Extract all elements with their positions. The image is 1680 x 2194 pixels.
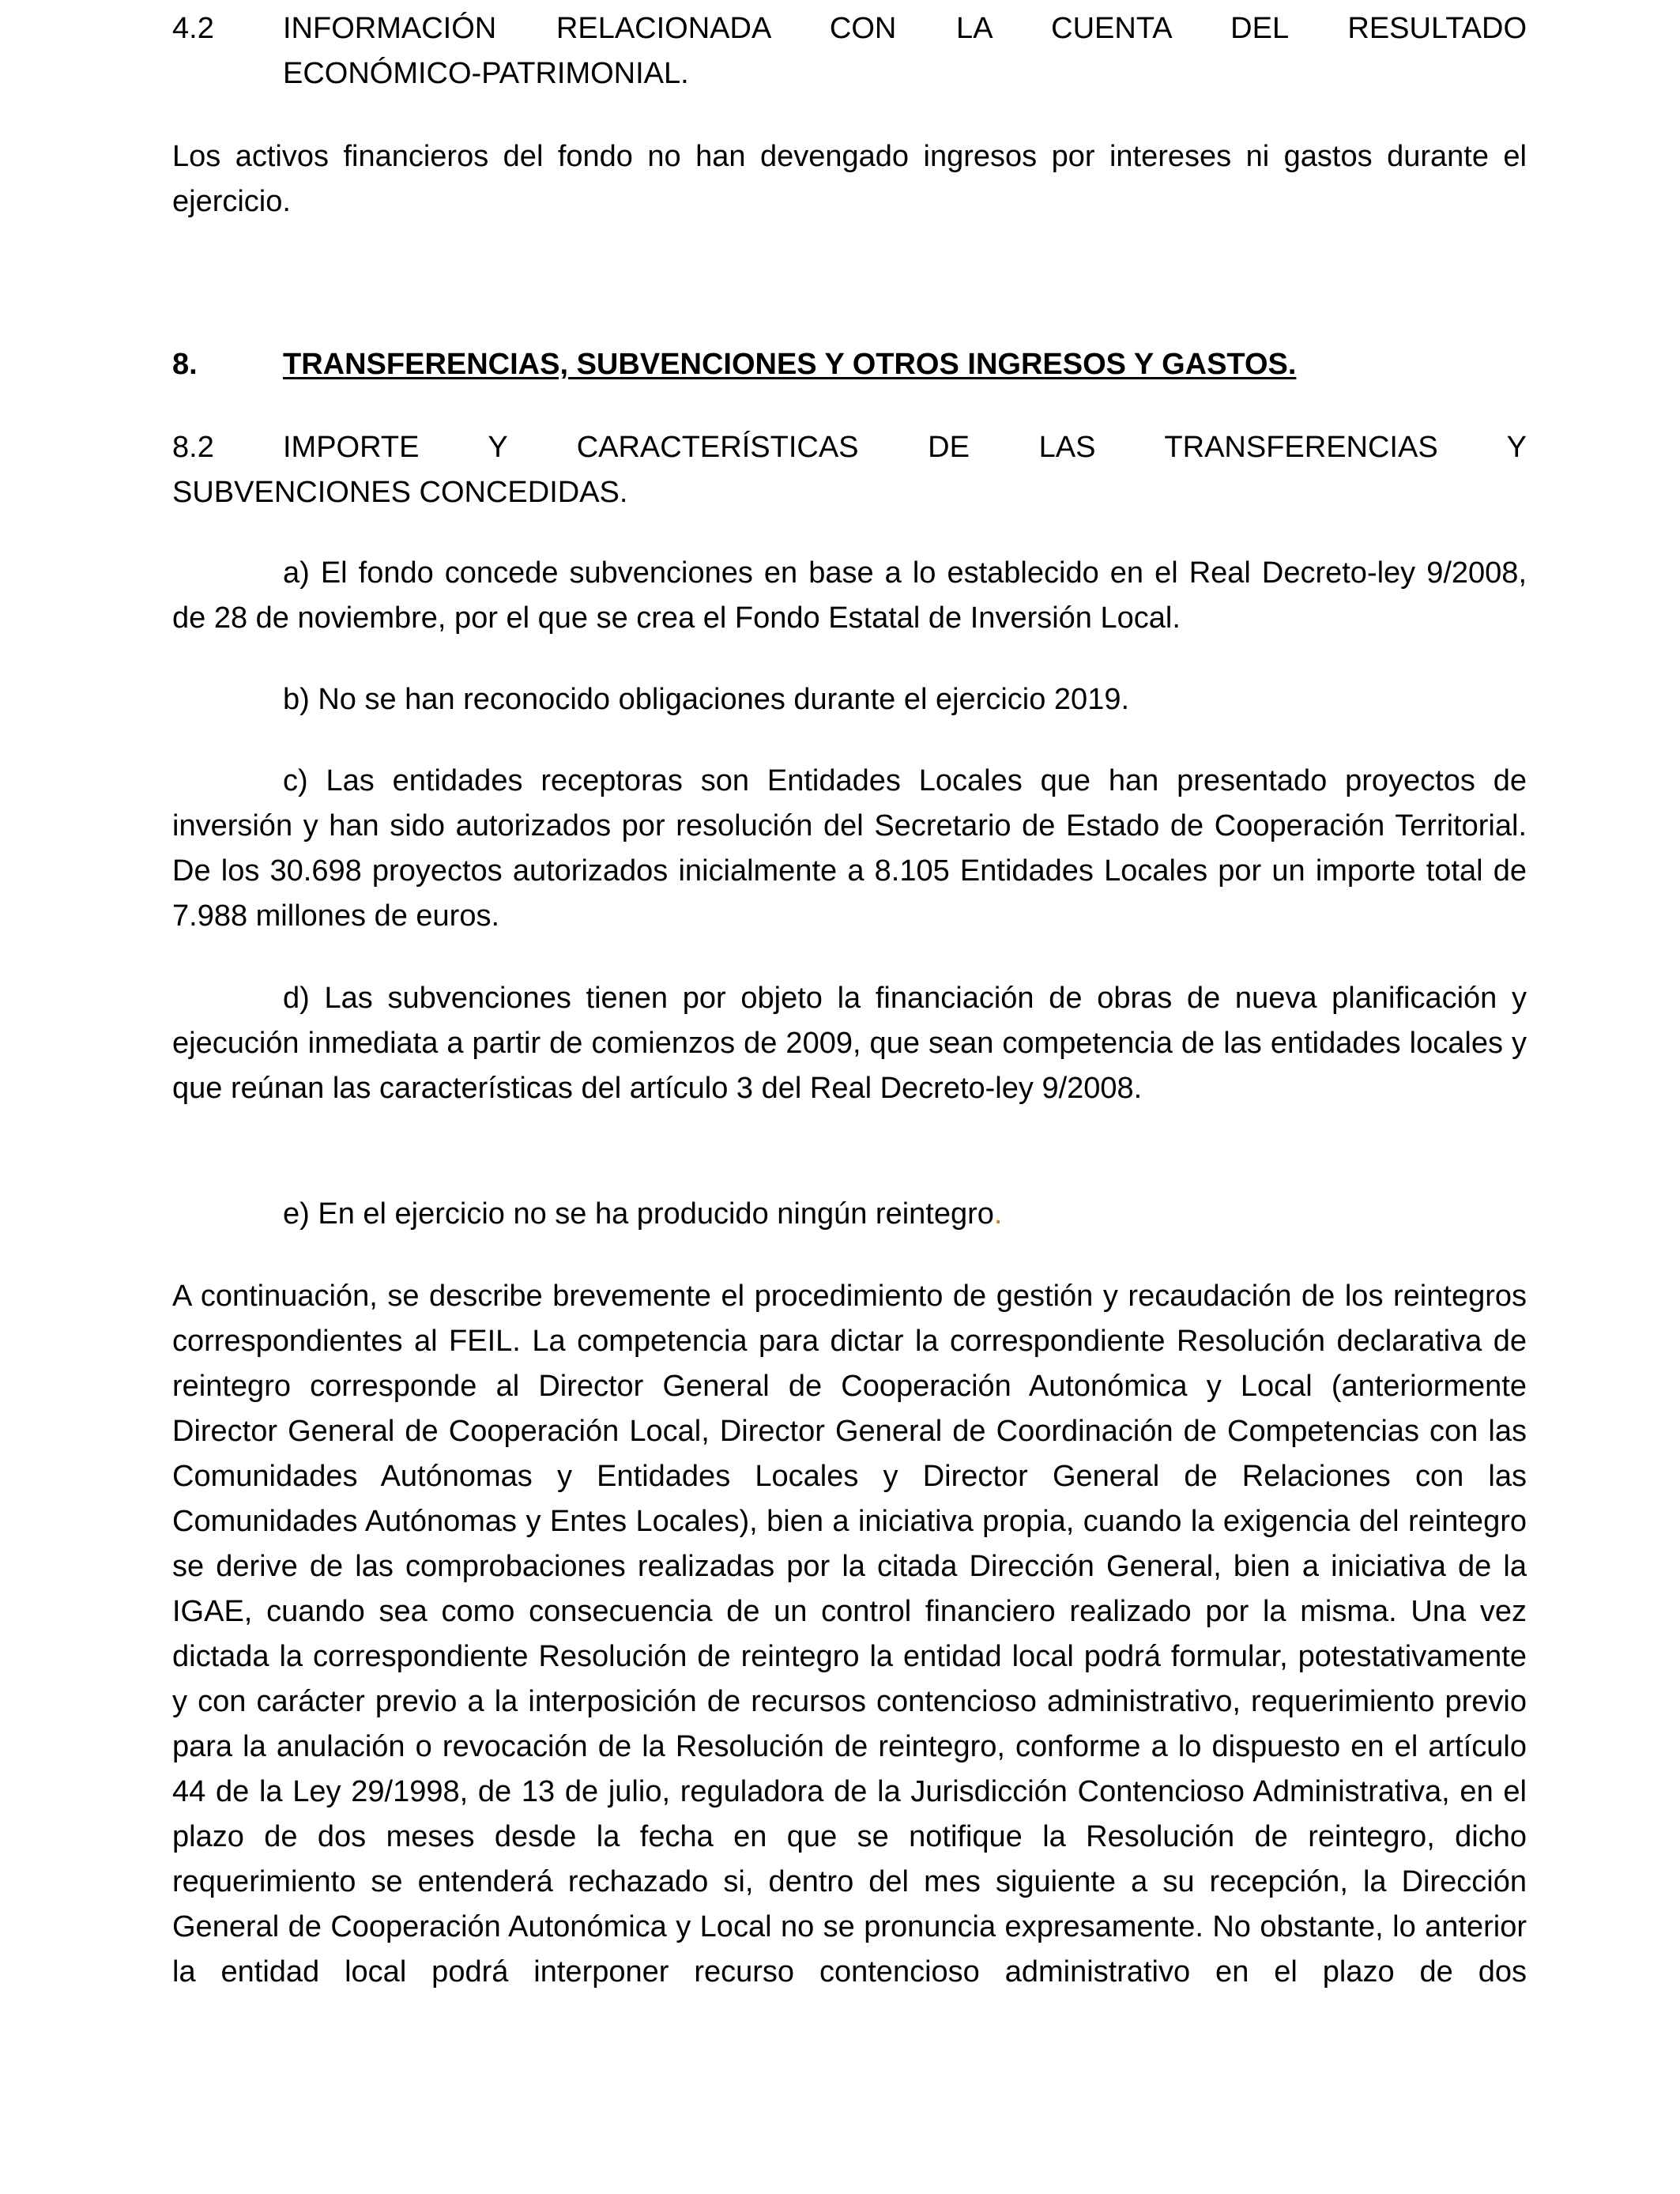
section-8-2-title-line1: IMPORTE Y CARACTERÍSTICAS DE LAS TRANSFERENCIAS Y <box>283 431 1527 464</box>
section-8-heading <box>172 342 1527 387</box>
section-8-number: 8. <box>172 348 198 381</box>
section-4-2-title-line2: ECONÓMICO-PATRIMONIAL. <box>283 57 689 90</box>
section-4-2-paragraph: Los activos financieros del fondo no han devengado ingresos por intereses ni gastos durante el ejercicio. <box>172 140 1527 218</box>
item-c-paragraph: c) Las entidades receptoras son Entidades Locales que han presentado proyectos de inversión y han sido autorizados por resolución del Secretario de Estado de Cooperación Territorial. De los 30.698 proyectos autorizados inicialmente a 8.105 Entidades Locales por un importe total de 7.988 millones de euros. <box>172 764 1527 933</box>
section-4-2-number: 4.2 <box>172 12 214 45</box>
section-4-2-title-line1: INFORMACIÓN RELACIONADA CON LA CUENTA DEL RESULTADO <box>283 12 1527 45</box>
section-8-title: TRANSFERENCIAS, SUBVENCIONES Y OTROS INGRESOS Y GASTOS. <box>283 348 1297 381</box>
item-e-period: . <box>993 1197 1003 1231</box>
section-8-2-number: 8.2 <box>172 431 214 464</box>
section-8-2-heading <box>172 425 1527 515</box>
section-8-2-title-line2: SUBVENCIONES CONCEDIDAS. <box>172 476 628 509</box>
item-d-paragraph: d) Las subvenciones tienen por objeto la financiación de obras de nueva planificación y ejecución inmediata a partir de comienzos de 2009, que sean competencia de las entidades locales y que reúnan las características del artículo 3 del Real Decreto-ley 9/2008. <box>172 982 1527 1105</box>
item-b-paragraph: b) No se han reconocido obligaciones durante el ejercicio 2019. <box>283 683 1130 716</box>
final-paragraph: A continuación, se describe brevemente el procedimiento de gestión y recaudación de los reintegros correspondientes al FEIL. La competencia para dictar la correspondiente Resolución declarativa de reintegro corresponde al Director General de Cooperación Autonómica y Local (anteriormente Director General de Cooperación Local, Director General de Coordinación de Competencias con las Comunidades Autónomas y Entidades Locales y Director General de Relaciones con las Comunidades Autónomas y Entes Locales), bien a iniciativa propia, cuando la exigencia del reintegro se derive de las comprobaciones realizadas por la citada Dirección General, bien a iniciativa de la IGAE, cuando sea como consecuencia de un control financiero realizado por la misma. Una vez dictada la correspondiente Resolución de reintegro la entidad local podrá formular, potestativamente y con carácter previo a la interposición de recursos contencioso administrativo, requerimiento previo para la anulación o revocación de la Resolución de reintegro, conforme a lo dispuesto en el artículo 44 de la Ley 29/1998, de 13 de julio, reguladora de la Jurisdicción Contencioso Administrativa, en el plazo de dos meses desde la fecha en que se notifique la Resolución de reintegro, dicho requerimiento se entenderá rechazado si, dentro del mes siguiente a su recepción, la Dirección General de Cooperación Autonómica y Local no se pronuncia expresamente. No obstante, lo anterior la entidad local podrá interponer recurso contencioso administrativo en el plazo de dos <box>172 1280 1527 1989</box>
section-4-2-heading <box>172 6 1527 96</box>
item-a-paragraph: a) El fondo concede subvenciones en base a lo establecido en el Real Decreto-ley 9/2008, de 28 de noviembre, por el que se crea el Fondo Estatal de Inversión Local. <box>172 556 1527 635</box>
item-e-paragraph <box>172 1192 1527 1237</box>
item-e-text: e) En el ejercicio no se ha producido ningún reintegro <box>283 1197 994 1231</box>
